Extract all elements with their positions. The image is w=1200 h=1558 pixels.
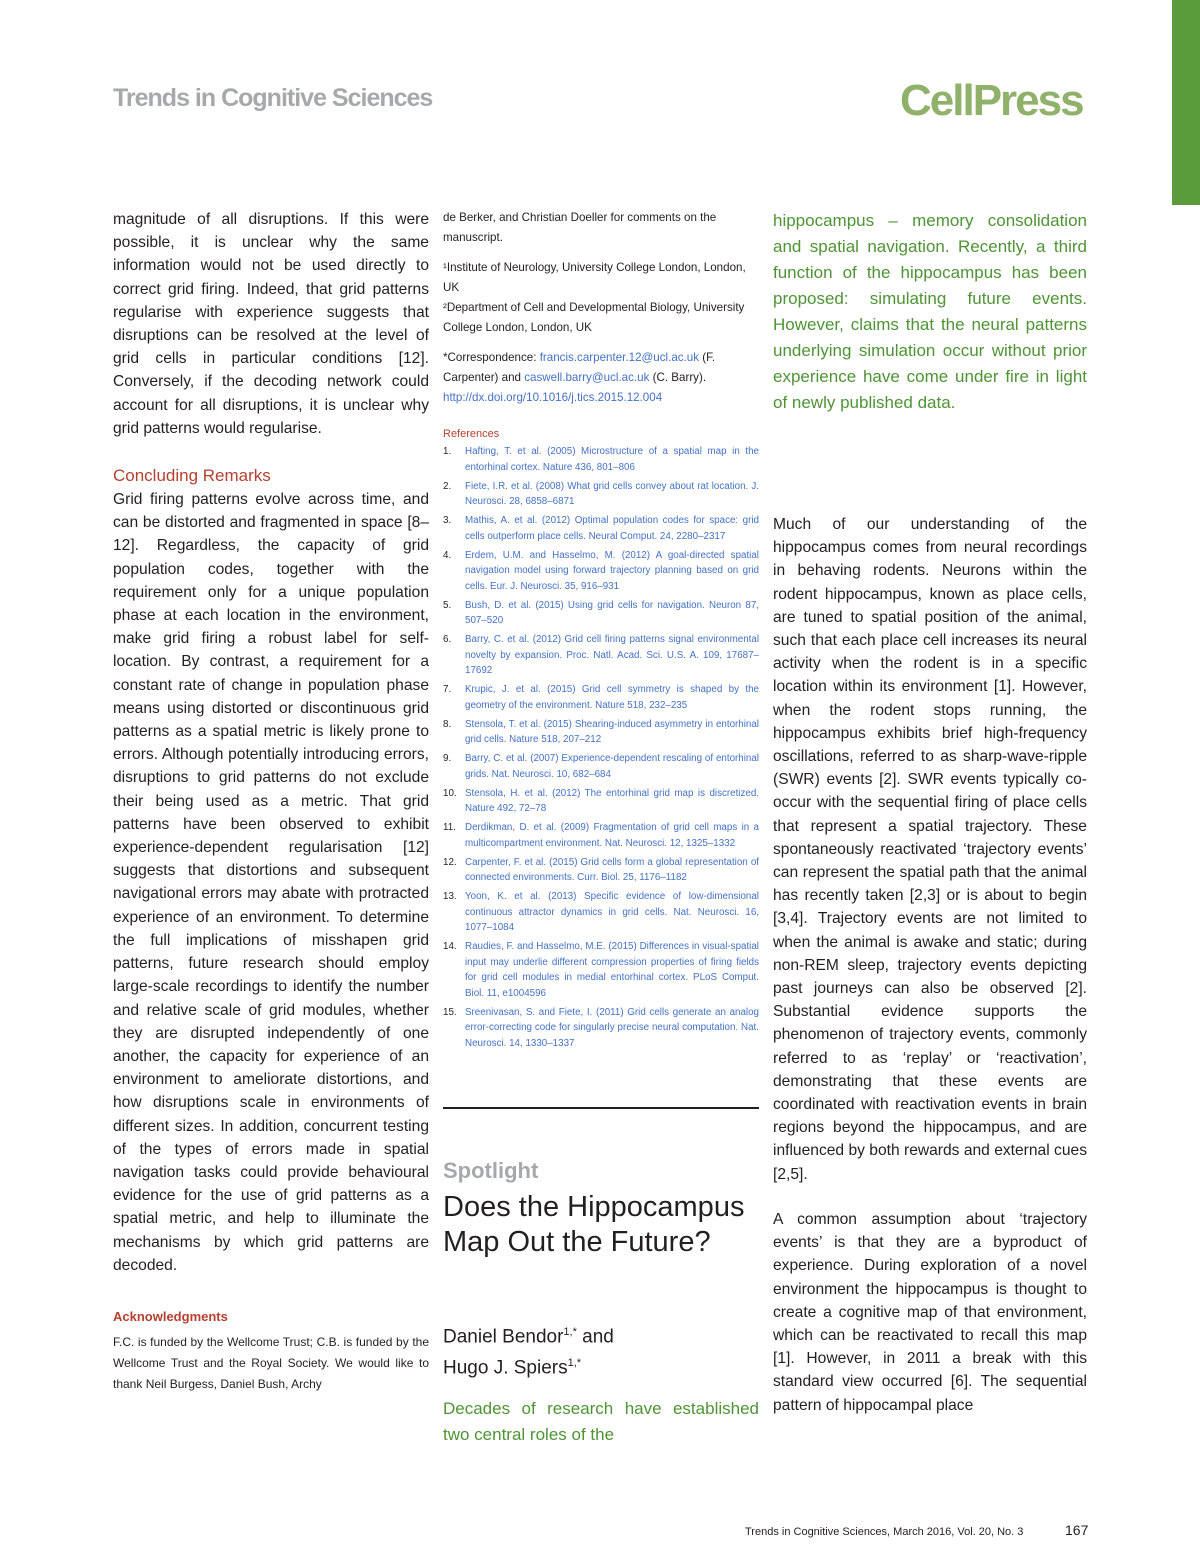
section-edge-tab <box>1172 0 1200 205</box>
reference-number: 4. <box>443 549 452 561</box>
left-column <box>113 208 429 1395</box>
reference-item[interactable] <box>443 751 759 782</box>
doi-link[interactable]: http://dx.doi.org/10.1016/j.tics.2015.12.004 <box>443 391 663 404</box>
reference-number: 8. <box>443 718 452 730</box>
middle-column <box>443 208 759 1055</box>
reference-number: 15. <box>443 1006 457 1018</box>
reference-item[interactable] <box>443 717 759 748</box>
reference-number: 1. <box>443 446 452 457</box>
reference-number: 5. <box>443 599 452 611</box>
spotlight-label: Spotlight <box>443 1158 539 1183</box>
reference-item[interactable] <box>443 682 759 713</box>
lede-text-continued: hippocampus – memory consolidation and spatial navigation. Recently, a third function of the hippocampus has been proposed: simulating future events. However, claims that the neural patterns underlying simulation occur without prior experience have come under fire in light of newly published data. <box>773 211 1087 412</box>
correspondence: *Correspondence: francis.carpenter.12@ucl.ac.uk (F. Carpenter) and caswell.barry@ucl.ac.uk (C. Barry). <box>443 351 716 384</box>
email-link[interactable]: caswell.barry@ucl.ac.uk <box>524 371 650 384</box>
reference-item[interactable] <box>443 889 759 936</box>
acknowledgments-heading: Acknowledgments <box>113 1308 228 1324</box>
reference-text[interactable]: Sreenivasan, S. and Fiete, I. (2011) Grid cells generate an analog error-correcting code for singularly precise neural computation. Nat. Neurosci. 14, 1330–1337 <box>465 1006 759 1049</box>
author-affiliation: 1,* <box>567 1357 582 1370</box>
paragraph: A common assumption about ‘trajectory events’ is that they are a byproduct of experience. During exploration of a novel environment the hippocampus is thought to create a cognitive map of that environment, which can be reactivated to recall this map [1]. However, in 2011 a break with this standard view occurred [6]. The sequential pattern of hippocampal place <box>773 1210 1087 1414</box>
reference-text[interactable]: Krupic, J. et al. (2015) Grid cell symmetry is shaped by the geometry of the environment. Nature 518, 232–235 <box>465 684 759 711</box>
reference-text[interactable]: Stensola, T. et al. (2015) Shearing-induced asymmetry in entorhinal grid cells. Nature 518, 207–212 <box>465 718 759 745</box>
reference-text[interactable]: Carpenter, F. et al. (2015) Grid cells form a global representation of connected environments. Curr. Biol. 25, 1176–1182 <box>465 856 759 883</box>
footer-citation: Trends in Cognitive Sciences, March 2016, Vol. 20, No. 3 <box>745 1526 1024 1538</box>
reference-number: 12. <box>443 856 457 868</box>
acknowledgments-continued: de Berker, and Christian Doeller for comments on the manuscript. <box>443 211 717 244</box>
divider <box>443 1107 759 1109</box>
reference-number: 10. <box>443 787 457 799</box>
reference-text[interactable]: Bush, D. et al. (2015) Using grid cells for navigation. Neuron 87, 507–520 <box>465 599 759 626</box>
page-number: 167 <box>1065 1522 1089 1538</box>
email-link[interactable]: francis.carpenter.12@ucl.ac.uk <box>539 351 700 364</box>
acknowledgments-text: F.C. is funded by the Wellcome Trust; C.B. is funded by the Wellcome Trust and the Royal Society. We would like to thank Neil Burgess, Daniel Bush, Archy <box>113 1335 429 1392</box>
reference-text[interactable]: Yoon, K. et al. (2013) Specific evidence of low-dimensional continuous attractor dynamics in grid cells. Nat. Neurosci. 16, 1077–1084 <box>465 891 759 933</box>
reference-list <box>443 444 759 1051</box>
reference-text[interactable]: Barry, C. et al. (2007) Experience-dependent rescaling of entorhinal grids. Nat. Neurosci. 10, 682–684 <box>465 753 759 780</box>
reference-text[interactable]: Stensola, H. et al. (2012) The entorhinal grid map is discretized. Nature 492, 72–78 <box>465 787 759 814</box>
reference-text[interactable]: Barry, C. et al. (2012) Grid cell firing patterns signal environmental novelty by expansion. Proc. Natl. Acad. Sci. U.S. A. 109, 17687–17692 <box>465 634 759 676</box>
reference-text[interactable]: Derdikman, D. et al. (2009) Fragmentation of grid cell maps in a multicompartment environment. Nat. Neurosci. 12, 1325–1332 <box>465 822 759 849</box>
reference-item[interactable] <box>443 632 759 679</box>
reference-item[interactable] <box>443 820 759 851</box>
cellpress-logo: CellPress <box>900 76 1083 125</box>
reference-item[interactable] <box>443 548 759 595</box>
reference-number: 7. <box>443 684 452 695</box>
paragraph: Much of our understanding of the hippocampus comes from neural recordings in behaving rodents. Neurons within the rodent hippocampus, known as place cells, are tuned to spatial position of the animal, such that each place cell increases its neural activity when the rodent is in a specific location within its environment [1]. However, when the rodent stops running, the hippocampus exhibits brief high-frequency oscillations, referred to as sharp-wave-ripple (SWR) events [2]. SWR events typically co-occur with the sequential firing of place cells that represent a spatial trajectory. These spontaneously reactivated ‘trajectory events’ can represent the spatial path that the animal has recently taken [2,3] or is about to begin [3,4]. Trajectory events are not limited to when the animal is awake and static; during non-REM sleep, trajectory events depicting past journeys can also be observed [2]. Substantial evidence supports the phenomenon of trajectory events, commonly referred to as ‘replay’ or ‘reactivation’, demonstrating that these events are coordinated with reactivation events in brain regions beyond the hippocampus, and are influenced by both rewards and external cues [2,5]. <box>773 516 1087 1183</box>
reference-number: 6. <box>443 634 452 645</box>
reference-item[interactable] <box>443 513 759 544</box>
reference-number: 3. <box>443 515 452 526</box>
paragraph: magnitude of all disruptions. If this were possible, it is unclear why the same information would not be used directly to correct grid firing. Indeed, that grid patterns regularise with experience suggests that disruptions can be resolved at the level of grid cells in particular conditions [12]. Conversely, if the decoding network could account for all disruptions, it is unclear why grid patterns would regularise. <box>113 211 429 437</box>
affiliation: ²Department of Cell and Developmental Biology, University College London, London, UK <box>443 301 745 334</box>
reference-item[interactable] <box>443 939 759 1001</box>
reference-item[interactable] <box>443 1005 759 1052</box>
reference-text[interactable]: Mathis, A. et al. (2012) Optimal population codes for space: grid cells outperform place cells. Neural Comput. 24, 2280–2317 <box>465 515 759 542</box>
affiliation: ¹Institute of Neurology, University College London, London, UK <box>443 261 746 294</box>
paragraph: Grid firing patterns evolve across time, and can be distorted and fragmented in space [8–12]. Regardless, the capacity of grid population codes, together with the requirement only for a unique population phase at each location in the environment, make grid firing a robust label for self-location. By contrast, a requirement for a constant rate of change in population phase means using distorted or discontinuous grid patterns as a spatial metric is likely prone to errors. Although potentially introducing errors, disruptions to grid patterns do not exclude their being used as a metric. That grid patterns have been observed to exhibit experience-dependent regularisation [12] suggests that distortions and subsequent navigational errors may abate with protracted experience of an environment. To determine the full implications of misshapen grid patterns, future research should employ large-scale recordings to identify the number and relative scale of grid modules, whether they are disrupted independently of one another, the capacity for experience of an environment to ameliorate distortions, and how disruptions scale in environments of different sizes. In addition, concurrent testing of the types of errors made in spatial navigation tasks could provide behavioural evidence for the use of grid patterns as a spatial metric, and help to illuminate the mechanisms by which grid patterns are decoded. <box>113 491 429 1274</box>
reference-text[interactable]: Raudies, F. and Hasselmo, M.E. (2015) Differences in visual-spatial input may underlie different compression properties of firing fields for grid cell modules in medial entorhinal cortex. PLoS Comput. Biol. 11, e1004596 <box>465 941 759 999</box>
author-affiliation: 1,* <box>563 1326 577 1338</box>
reference-number: 14. <box>443 941 457 952</box>
reference-number: 13. <box>443 891 457 902</box>
article-title: Does the Hippocampus Map Out the Future? <box>443 1191 745 1258</box>
reference-item[interactable] <box>443 444 759 475</box>
authors: Daniel Bendor$^{1,*}$ and Hugo J. Spiers$^{1,*}$ <box>443 1326 614 1379</box>
journal-title: Trends in Cognitive Sciences <box>113 84 433 112</box>
reference-item[interactable] <box>443 786 759 817</box>
references-heading: References <box>443 428 500 440</box>
section-heading: Concluding Remarks <box>113 466 271 486</box>
reference-item[interactable] <box>443 479 759 510</box>
reference-number: 2. <box>443 480 452 492</box>
reference-text[interactable]: Erdem, U.M. and Hasselmo, M. (2012) A goal-directed spatial navigation model using forward trajectory planning based on grid cells. Eur. J. Neurosci. 35, 916–931 <box>465 549 759 592</box>
right-column <box>773 513 1087 1439</box>
reference-number: 11. <box>443 822 456 833</box>
lede-text: Decades of research have established two central roles of the <box>443 1399 759 1444</box>
reference-item[interactable] <box>443 855 759 886</box>
author-name: Hugo J. Spiers <box>443 1357 568 1379</box>
reference-number: 9. <box>443 753 452 764</box>
reference-text[interactable]: Fiete, I.R. et al. (2008) What grid cells convey about rat location. J. Neurosci. 28, 6858–6871 <box>465 480 759 507</box>
reference-text[interactable]: Hafting, T. et al. (2005) Microstructure of a spatial map in the entorhinal cortex. Nature 436, 801–806 <box>465 446 759 473</box>
reference-item[interactable] <box>443 598 759 629</box>
author-name: Daniel Bendor <box>443 1326 564 1348</box>
